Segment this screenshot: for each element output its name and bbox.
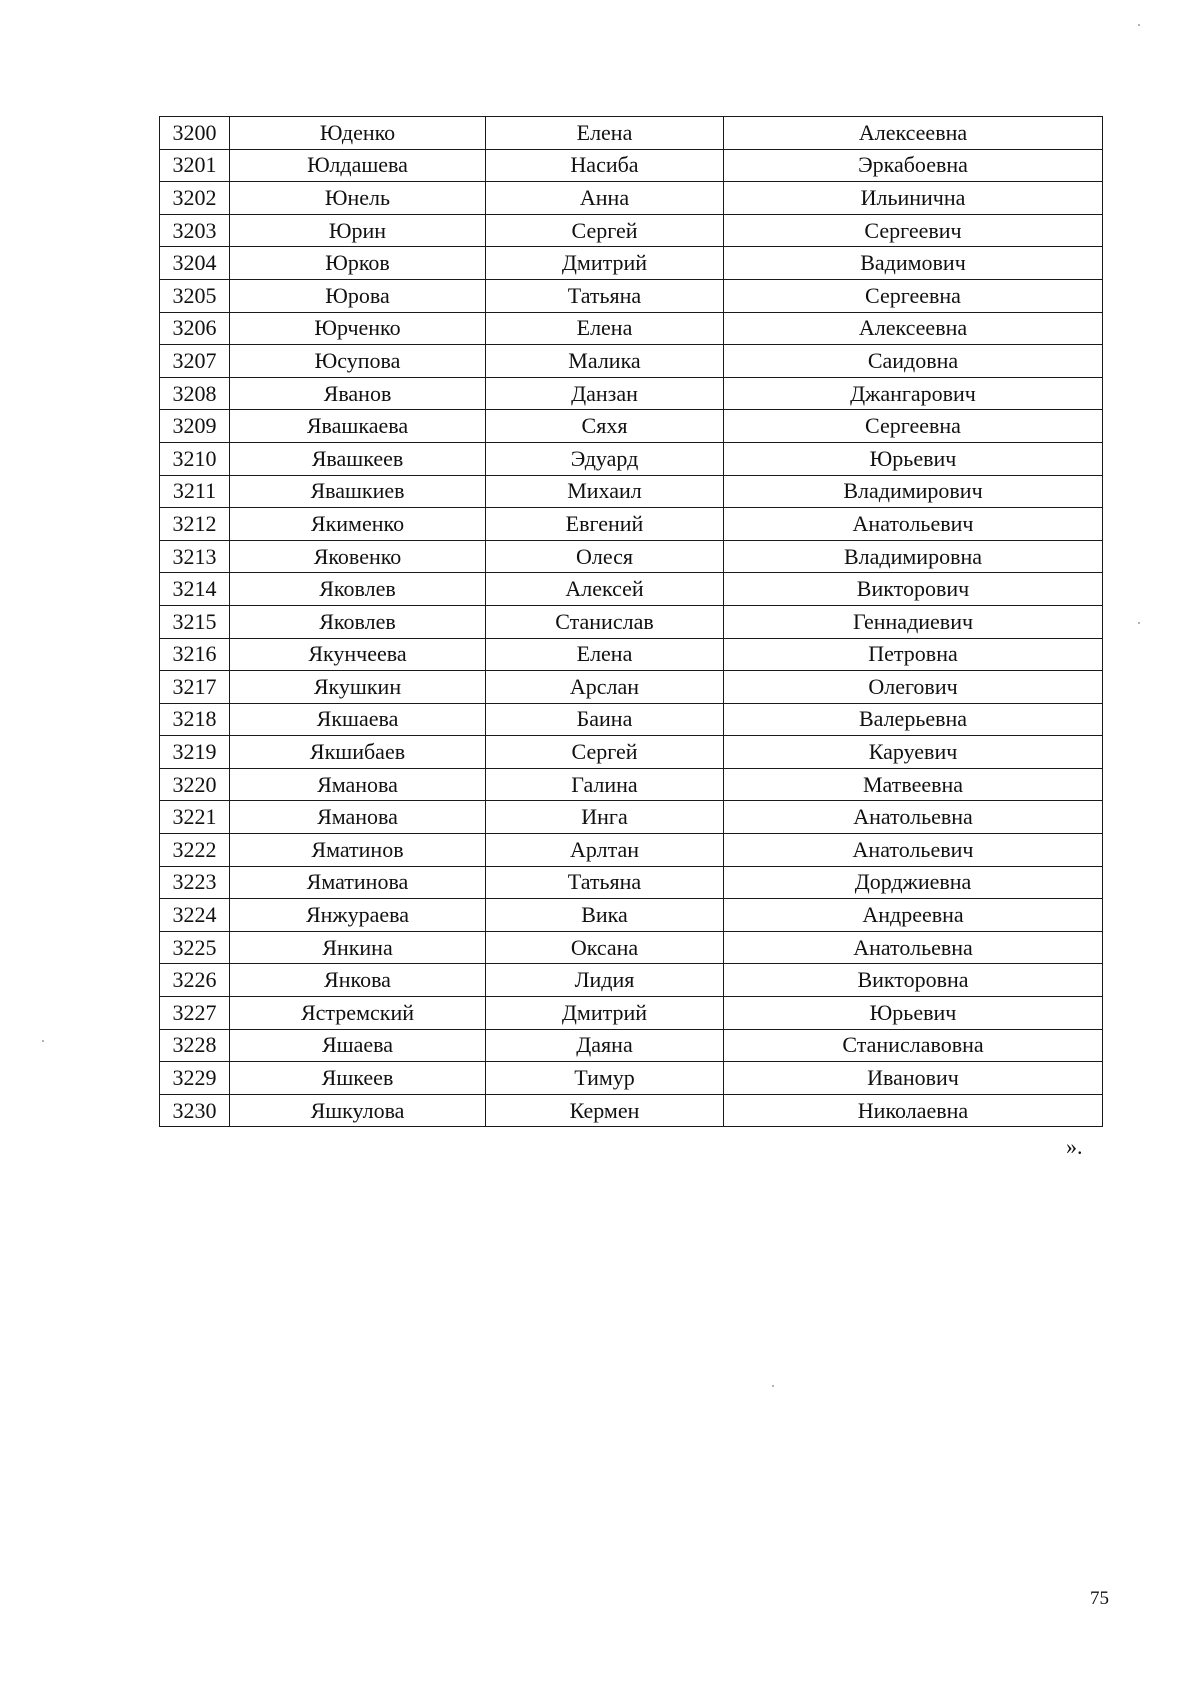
- first-name-cell: Елена: [486, 312, 724, 345]
- row-number-cell: 3205: [160, 279, 230, 312]
- scan-speck: [772, 1385, 774, 1387]
- surname-cell: Ястремский: [230, 997, 486, 1030]
- surname-cell: Якименко: [230, 508, 486, 541]
- patronymic-cell: Анатольевна: [724, 801, 1103, 834]
- first-name-cell: Станислав: [486, 605, 724, 638]
- patronymic-cell: Анатольевна: [724, 931, 1103, 964]
- table-row: [160, 312, 1103, 345]
- first-name-cell: Анна: [486, 182, 724, 215]
- table-row: [160, 573, 1103, 606]
- surname-cell: Янкина: [230, 931, 486, 964]
- patronymic-cell: Джангарович: [724, 377, 1103, 410]
- surname-cell: Яковенко: [230, 540, 486, 573]
- patronymic-cell: Эркабоевна: [724, 149, 1103, 182]
- table-row: [160, 149, 1103, 182]
- row-number-cell: 3221: [160, 801, 230, 834]
- names-table: [159, 116, 1103, 1127]
- scan-speck: [1138, 24, 1140, 26]
- patronymic-cell: Геннадиевич: [724, 605, 1103, 638]
- table-row: [160, 671, 1103, 704]
- first-name-cell: Татьяна: [486, 866, 724, 899]
- first-name-cell: Малика: [486, 345, 724, 378]
- patronymic-cell: Дорджиевна: [724, 866, 1103, 899]
- table-row: [160, 736, 1103, 769]
- first-name-cell: Сяхя: [486, 410, 724, 443]
- row-number-cell: 3228: [160, 1029, 230, 1062]
- surname-cell: Яшкеев: [230, 1062, 486, 1095]
- table-row: [160, 638, 1103, 671]
- patronymic-cell: Вадимович: [724, 247, 1103, 280]
- row-number-cell: 3204: [160, 247, 230, 280]
- patronymic-cell: Сергеевна: [724, 410, 1103, 443]
- surname-cell: Юденко: [230, 117, 486, 150]
- row-number-cell: 3225: [160, 931, 230, 964]
- surname-cell: Яматинов: [230, 834, 486, 867]
- first-name-cell: Галина: [486, 768, 724, 801]
- row-number-cell: 3217: [160, 671, 230, 704]
- row-number-cell: 3223: [160, 866, 230, 899]
- row-number-cell: 3206: [160, 312, 230, 345]
- surname-cell: Явашкеев: [230, 442, 486, 475]
- table-row: [160, 931, 1103, 964]
- table-row: [160, 866, 1103, 899]
- patronymic-cell: Сергеевна: [724, 279, 1103, 312]
- table-row: [160, 703, 1103, 736]
- row-number-cell: 3215: [160, 605, 230, 638]
- patronymic-cell: Юрьевич: [724, 997, 1103, 1030]
- row-number-cell: 3211: [160, 475, 230, 508]
- first-name-cell: Сергей: [486, 736, 724, 769]
- surname-cell: Юлдашева: [230, 149, 486, 182]
- table-row: [160, 442, 1103, 475]
- table-row: [160, 1029, 1103, 1062]
- first-name-cell: Елена: [486, 117, 724, 150]
- surname-cell: Якушкин: [230, 671, 486, 704]
- surname-cell: Яванов: [230, 377, 486, 410]
- surname-cell: Яматинова: [230, 866, 486, 899]
- patronymic-cell: Андреевна: [724, 899, 1103, 932]
- row-number-cell: 3229: [160, 1062, 230, 1095]
- first-name-cell: Арлтан: [486, 834, 724, 867]
- patronymic-cell: Анатольевич: [724, 834, 1103, 867]
- row-number-cell: 3218: [160, 703, 230, 736]
- scan-speck: [42, 1040, 44, 1042]
- row-number-cell: 3227: [160, 997, 230, 1030]
- first-name-cell: Алексей: [486, 573, 724, 606]
- row-number-cell: 3200: [160, 117, 230, 150]
- table-row: [160, 899, 1103, 932]
- table-row: [160, 540, 1103, 573]
- row-number-cell: 3219: [160, 736, 230, 769]
- patronymic-cell: Матвеевна: [724, 768, 1103, 801]
- surname-cell: Яковлев: [230, 605, 486, 638]
- table-row: [160, 1094, 1103, 1127]
- patronymic-cell: Иванович: [724, 1062, 1103, 1095]
- patronymic-cell: Викторовна: [724, 964, 1103, 997]
- patronymic-cell: Петровна: [724, 638, 1103, 671]
- patronymic-cell: Алексеевна: [724, 312, 1103, 345]
- table-row: [160, 182, 1103, 215]
- table-row: [160, 997, 1103, 1030]
- names-table-body: [160, 117, 1103, 1127]
- table-row: [160, 247, 1103, 280]
- first-name-cell: Данзан: [486, 377, 724, 410]
- first-name-cell: Лидия: [486, 964, 724, 997]
- table-row: [160, 768, 1103, 801]
- page-number: 75: [1090, 1588, 1109, 1609]
- surname-cell: Яшкулова: [230, 1094, 486, 1127]
- row-number-cell: 3203: [160, 214, 230, 247]
- row-number-cell: 3213: [160, 540, 230, 573]
- table-row: [160, 605, 1103, 638]
- surname-cell: Янкова: [230, 964, 486, 997]
- patronymic-cell: Ильинична: [724, 182, 1103, 215]
- first-name-cell: Даяна: [486, 1029, 724, 1062]
- patronymic-cell: Юрьевич: [724, 442, 1103, 475]
- first-name-cell: Инга: [486, 801, 724, 834]
- first-name-cell: Олеся: [486, 540, 724, 573]
- table-row: [160, 801, 1103, 834]
- row-number-cell: 3214: [160, 573, 230, 606]
- surname-cell: Юрков: [230, 247, 486, 280]
- table-row: [160, 117, 1103, 150]
- table-row: [160, 508, 1103, 541]
- row-number-cell: 3201: [160, 149, 230, 182]
- first-name-cell: Дмитрий: [486, 247, 724, 280]
- patronymic-cell: Николаевна: [724, 1094, 1103, 1127]
- first-name-cell: Евгений: [486, 508, 724, 541]
- first-name-cell: Елена: [486, 638, 724, 671]
- surname-cell: Юнель: [230, 182, 486, 215]
- first-name-cell: Арслан: [486, 671, 724, 704]
- row-number-cell: 3216: [160, 638, 230, 671]
- table-row: [160, 1062, 1103, 1095]
- row-number-cell: 3224: [160, 899, 230, 932]
- scan-speck: [1138, 622, 1140, 624]
- patronymic-cell: Олегович: [724, 671, 1103, 704]
- first-name-cell: Насиба: [486, 149, 724, 182]
- closing-quote-mark: ».: [1066, 1134, 1083, 1159]
- patronymic-cell: Владимировна: [724, 540, 1103, 573]
- patronymic-cell: Викторович: [724, 573, 1103, 606]
- row-number-cell: 3212: [160, 508, 230, 541]
- table-row: [160, 345, 1103, 378]
- surname-cell: Юрченко: [230, 312, 486, 345]
- table-row: [160, 964, 1103, 997]
- row-number-cell: 3230: [160, 1094, 230, 1127]
- table-row: [160, 410, 1103, 443]
- patronymic-cell: Алексеевна: [724, 117, 1103, 150]
- surname-cell: Юсупова: [230, 345, 486, 378]
- surname-cell: Юрин: [230, 214, 486, 247]
- table-row: [160, 834, 1103, 867]
- first-name-cell: Оксана: [486, 931, 724, 964]
- surname-cell: Янжураева: [230, 899, 486, 932]
- patronymic-cell: Владимирович: [724, 475, 1103, 508]
- surname-cell: Якшибаев: [230, 736, 486, 769]
- row-number-cell: 3209: [160, 410, 230, 443]
- surname-cell: Яшаева: [230, 1029, 486, 1062]
- patronymic-cell: Валерьевна: [724, 703, 1103, 736]
- first-name-cell: Вика: [486, 899, 724, 932]
- first-name-cell: Татьяна: [486, 279, 724, 312]
- surname-cell: Явашкиев: [230, 475, 486, 508]
- first-name-cell: Баина: [486, 703, 724, 736]
- patronymic-cell: Саидовна: [724, 345, 1103, 378]
- surname-cell: Явашкаева: [230, 410, 486, 443]
- surname-cell: Яманова: [230, 768, 486, 801]
- patronymic-cell: Станиславовна: [724, 1029, 1103, 1062]
- first-name-cell: Кермен: [486, 1094, 724, 1127]
- first-name-cell: Эдуард: [486, 442, 724, 475]
- row-number-cell: 3220: [160, 768, 230, 801]
- first-name-cell: Михаил: [486, 475, 724, 508]
- surname-cell: Якунчеева: [230, 638, 486, 671]
- table-row: [160, 279, 1103, 312]
- surname-cell: Якшаева: [230, 703, 486, 736]
- patronymic-cell: Анатольевич: [724, 508, 1103, 541]
- row-number-cell: 3222: [160, 834, 230, 867]
- row-number-cell: 3207: [160, 345, 230, 378]
- table-row: [160, 214, 1103, 247]
- row-number-cell: 3226: [160, 964, 230, 997]
- row-number-cell: 3202: [160, 182, 230, 215]
- first-name-cell: Тимур: [486, 1062, 724, 1095]
- surname-cell: Юрова: [230, 279, 486, 312]
- row-number-cell: 3208: [160, 377, 230, 410]
- first-name-cell: Дмитрий: [486, 997, 724, 1030]
- first-name-cell: Сергей: [486, 214, 724, 247]
- patronymic-cell: Сергеевич: [724, 214, 1103, 247]
- surname-cell: Яковлев: [230, 573, 486, 606]
- surname-cell: Яманова: [230, 801, 486, 834]
- patronymic-cell: Каруевич: [724, 736, 1103, 769]
- table-row: [160, 377, 1103, 410]
- row-number-cell: 3210: [160, 442, 230, 475]
- table-row: [160, 475, 1103, 508]
